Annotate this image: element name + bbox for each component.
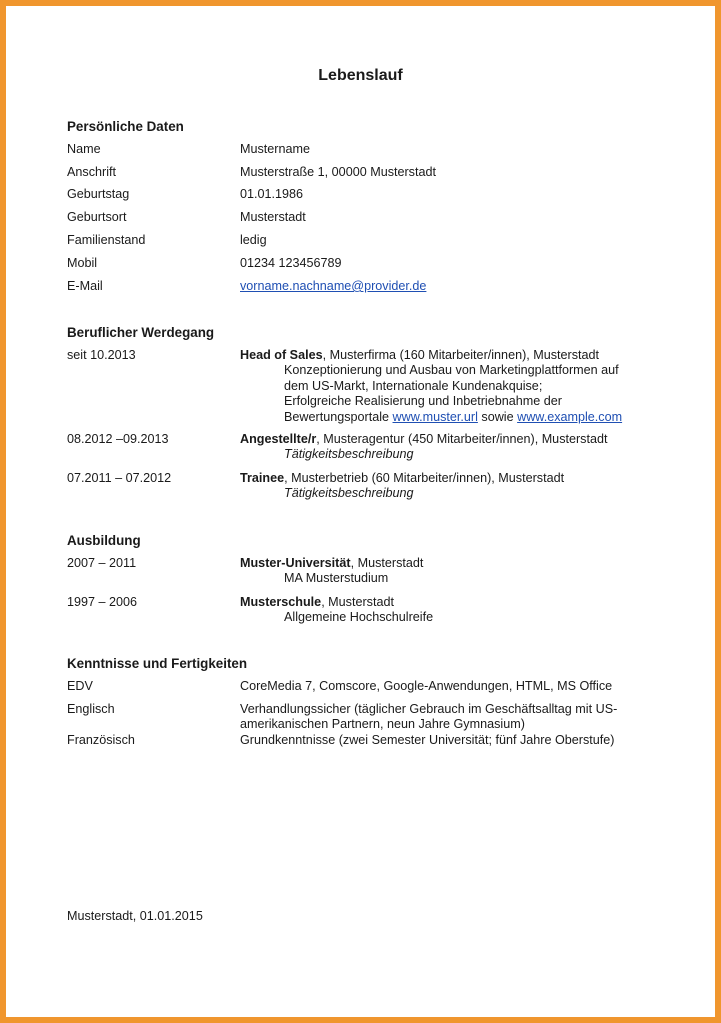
job-description-line: dem US-Markt, Internationale Kundenakquise; <box>284 378 543 393</box>
address-label: Anschrift <box>67 165 116 179</box>
career-period: seit 10.2013 <box>67 348 136 362</box>
degree: Allgemeine Hochschulreife <box>284 610 434 625</box>
school-city: , Musterstadt <box>321 595 394 609</box>
portal-link-2[interactable]: www.example.com <box>517 409 623 424</box>
education-period: 1997 – 2006 <box>67 595 138 609</box>
marital-status-label: Familienstand <box>67 233 146 247</box>
document-title: Lebenslauf <box>318 67 403 84</box>
job-description-line: Erfolgreiche Realisierung und Inbetriebnahme der <box>284 394 562 409</box>
birthday-label: Geburtstag <box>67 187 130 201</box>
job-description-line: Konzeptionierung und Ausbau von Marketingplattformen auf <box>284 363 619 378</box>
job-description: Tätigkeitsbeschreibung <box>284 486 414 501</box>
skill-value: Grundkenntnisse (zwei Semester Universität; fünf Jahre Oberstufe) <box>240 733 615 747</box>
section-heading-skills: Kenntnisse und Fertigkeiten <box>67 656 248 671</box>
education-period: 2007 – 2011 <box>67 556 137 570</box>
section-heading-career: Beruflicher Werdegang <box>67 325 215 340</box>
birthplace-value: Musterstadt <box>240 210 306 224</box>
skill-label: Französisch <box>67 733 135 747</box>
job-company: , Musterbetrieb (60 Mitarbeiter/innen), Musterstadt <box>284 471 565 485</box>
degree: MA Musterstudium <box>284 571 389 586</box>
job-description: Tätigkeitsbeschreibung <box>284 447 414 462</box>
school-city: , Musterstadt <box>350 556 424 570</box>
section-heading-education: Ausbildung <box>67 533 141 548</box>
job-company: , Musteragentur (450 Mitarbeiter/innen), Musterstadt <box>316 432 608 446</box>
birthplace-label: Geburtsort <box>67 210 127 224</box>
career-period: 08.2012 –09.2013 <box>67 432 169 446</box>
job-description-text: Bewertungsportale <box>284 409 393 424</box>
career-period: 07.2011 – 07.2012 <box>67 471 172 485</box>
skill-value: amerikanischen Partnern, neun Jahre Gymnasium) <box>240 717 525 732</box>
skill-value: Verhandlungssicher (täglicher Gebrauch im Geschäftsalltag mit US- <box>240 702 618 716</box>
marital-status-value: ledig <box>240 233 267 247</box>
mobile-label: Mobil <box>67 256 98 270</box>
job-company: , Musterfirma (160 Mitarbeiter/innen), Musterstadt <box>322 348 600 362</box>
school-name: Musterschule <box>240 595 322 609</box>
job-description-text: sowie <box>477 409 518 424</box>
email-link[interactable]: vorname.nachname@provider.de <box>240 279 427 293</box>
job-title: Angestellte/r <box>240 432 317 446</box>
section-heading-personal: Persönliche Daten <box>67 119 184 134</box>
skill-label: EDV <box>67 679 93 693</box>
name-label: Name <box>67 142 101 156</box>
name-value: Mustername <box>240 142 310 156</box>
birthday-value: 01.01.1986 <box>240 187 304 201</box>
job-title: Trainee <box>240 471 285 485</box>
mobile-value: 01234 123456789 <box>240 256 342 270</box>
skill-label: Englisch <box>67 702 115 716</box>
place-and-date: Musterstadt, 01.01.2015 <box>67 909 203 923</box>
school-name: Muster-Universität <box>240 556 351 570</box>
portal-link-1[interactable]: www.muster.url <box>392 409 478 424</box>
job-title: Head of Sales <box>240 348 323 362</box>
address-value: Musterstraße 1, 00000 Musterstadt <box>240 165 436 179</box>
skill-value: CoreMedia 7, Comscore, Google-Anwendungen, HTML, MS Office <box>240 679 613 693</box>
email-label: E-Mail <box>67 279 103 293</box>
